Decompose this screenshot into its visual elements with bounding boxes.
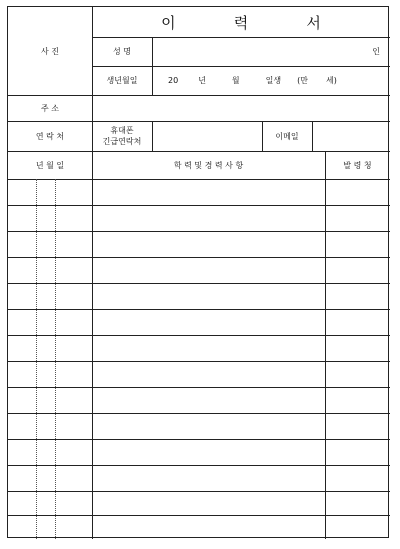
history-row-line bbox=[8, 491, 390, 492]
contact-label: 연 락 처 bbox=[35, 131, 65, 141]
phone-field[interactable] bbox=[152, 121, 262, 151]
history-row-line bbox=[8, 283, 390, 284]
address-field[interactable] bbox=[92, 95, 390, 121]
photo-label: 사 진 bbox=[41, 46, 59, 56]
address-label-divider bbox=[92, 95, 93, 121]
history-row-line bbox=[8, 387, 390, 388]
title-char-1: 이 bbox=[161, 13, 176, 32]
birth-age-close: 세) bbox=[325, 76, 337, 85]
birth-day-label: 일생 bbox=[265, 76, 282, 85]
date-column-header: 년 월 일 bbox=[35, 160, 65, 170]
month-day-dotted-divider bbox=[55, 179, 56, 539]
history-issuer-divider bbox=[325, 151, 326, 539]
history-row-line bbox=[8, 439, 390, 440]
issuer-column-header: 발 령 청 bbox=[343, 160, 372, 170]
seal-mark: 인 bbox=[372, 47, 380, 56]
header-bottom-line bbox=[8, 179, 390, 180]
phone-email-divider bbox=[262, 121, 263, 151]
address-label: 주 소 bbox=[41, 103, 59, 113]
history-row-line bbox=[8, 361, 390, 362]
contact-type-labels bbox=[92, 121, 152, 151]
name-field[interactable] bbox=[152, 37, 390, 66]
history-row-line bbox=[8, 413, 390, 414]
contact-type-divider bbox=[152, 121, 153, 151]
birth-month-label: 월 bbox=[231, 76, 240, 85]
history-row-line bbox=[8, 257, 390, 258]
history-column-header: 학 력 및 경 력 사 항 bbox=[173, 160, 244, 170]
photo-right-line bbox=[92, 7, 93, 95]
photo-box[interactable] bbox=[8, 7, 92, 95]
history-row-line bbox=[8, 205, 390, 206]
email-field[interactable] bbox=[312, 121, 390, 151]
title-underline bbox=[92, 37, 390, 38]
history-row-line bbox=[8, 309, 390, 310]
title-char-2: 력 bbox=[233, 13, 249, 32]
form-title bbox=[92, 7, 390, 37]
title-char-3: 서 bbox=[306, 13, 321, 32]
history-row-line bbox=[8, 465, 390, 466]
email-label: 이메일 bbox=[275, 131, 299, 141]
contact-bottom-line bbox=[8, 151, 390, 152]
birth-age-open: (만 bbox=[297, 76, 308, 85]
photo-bottom-line bbox=[8, 95, 390, 96]
emergency-label: 긴급연락처 bbox=[102, 137, 142, 146]
birth-field[interactable] bbox=[152, 66, 390, 95]
name-label: 성 명 bbox=[113, 47, 131, 56]
resume-form bbox=[7, 6, 389, 538]
history-row-line bbox=[8, 515, 390, 516]
birth-year-label: 년 bbox=[198, 76, 206, 85]
birth-prefix: 20 bbox=[168, 76, 179, 85]
history-row-line bbox=[8, 335, 390, 336]
contact-label-divider bbox=[92, 121, 93, 151]
year-month-dotted-divider bbox=[36, 179, 37, 539]
birth-label: 생년월일 bbox=[106, 76, 138, 85]
email-label-divider bbox=[312, 121, 313, 151]
history-row-line bbox=[8, 231, 390, 232]
address-bottom-line bbox=[8, 121, 390, 122]
name-row-underline bbox=[92, 66, 390, 67]
name-label-divider bbox=[152, 37, 153, 95]
date-history-divider bbox=[92, 151, 93, 539]
mobile-label: 휴대폰 bbox=[110, 126, 134, 135]
